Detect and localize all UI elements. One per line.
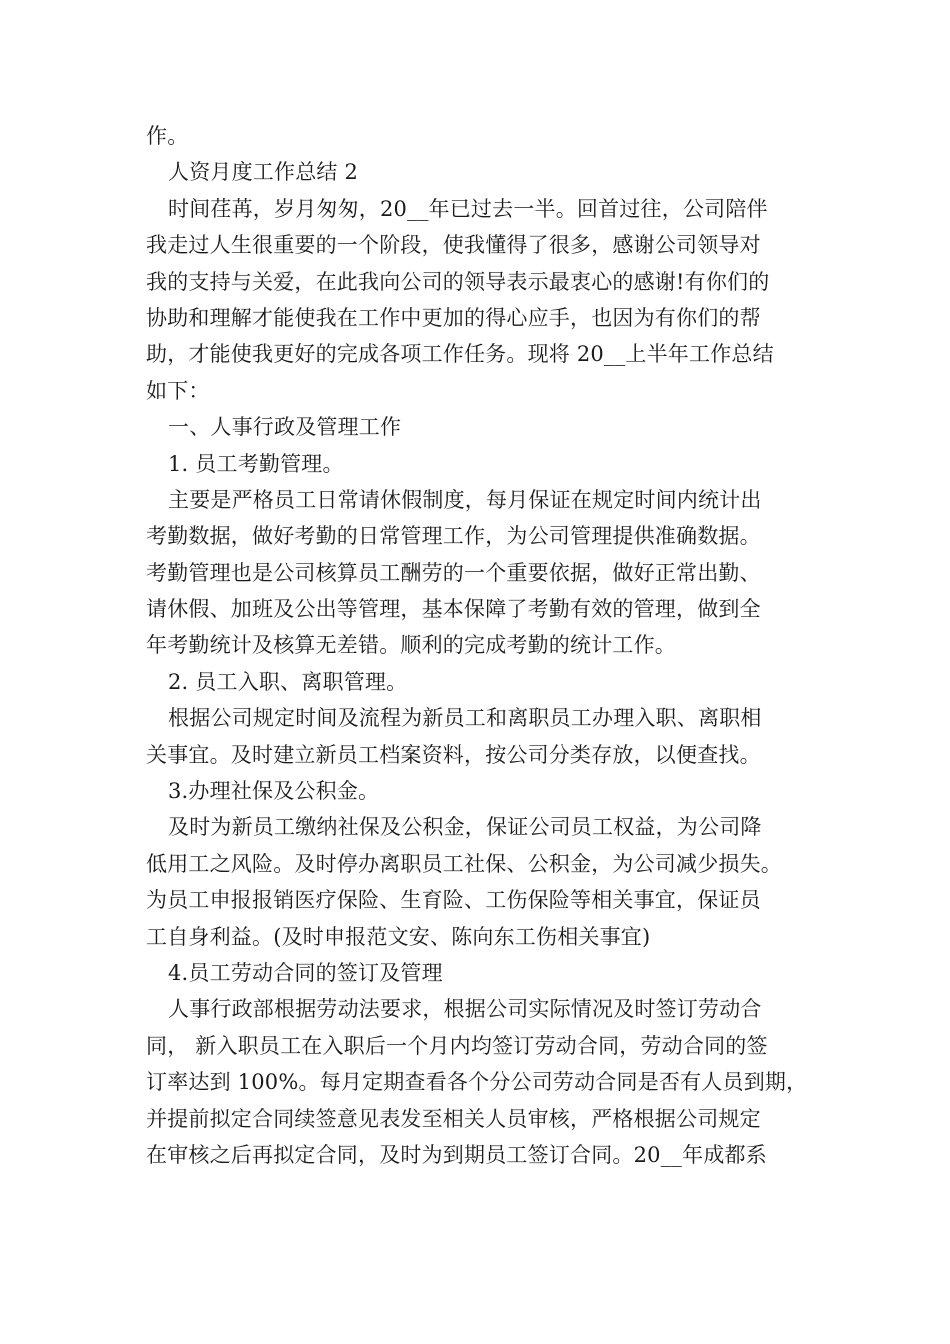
text-line: 我的支持与关爱，在此我向公司的领导表示最衷心的感谢!有你们的 (146, 269, 770, 294)
subsection-heading: 4.员工劳动合同的签订及管理 (168, 960, 443, 985)
text-line: 协助和理解才能使我在工作中更加的得心应手，也因为有你们的帮 (146, 305, 761, 330)
text-line: 我走过人生很重要的一个阶段，使我懂得了很多，感谢公司领导对 (146, 233, 761, 258)
text-line: 为员工申报报销医疗保险、生育险、工伤保险等相关事宜，保证员 (146, 888, 761, 913)
subsection-heading: 1. 员工考勤管理。 (168, 451, 344, 476)
section-heading: 人资月度工作总结 2 (168, 160, 359, 185)
text-line: 作。 (146, 124, 189, 148)
section-heading: 一、人事行政及管理工作 (168, 415, 402, 440)
text-line: 在审核之后再拟定合同，及时为到期员工签订合同。20__年成都系 (146, 1142, 767, 1167)
text-line: 考勤管理也是公司核算员工酬劳的一个重要依据，做好正常出勤、 (146, 560, 761, 585)
text-line: 根据公司规定时间及流程为新员工和离职员工办理入职、离职相 (168, 706, 762, 731)
text-line: 关事宜。及时建立新员工档案资料，按公司分类存放，以便查找。 (146, 742, 761, 767)
document-body (146, 118, 826, 1173)
text-line: 年考勤统计及核算无差错。顺利的完成考勤的统计工作。 (146, 633, 676, 658)
subsection-heading: 2. 员工入职、离职管理。 (168, 669, 408, 694)
text-line: 主要是严格员工日常请休假制度，每月保证在规定时间内统计出 (168, 487, 762, 512)
text-line: 及时为新员工缴纳社保及公积金，保证公司员工权益，为公司降 (168, 815, 762, 840)
text-line: 低用工之风险。及时停办离职员工社保、公积金，为公司减少损失。 (146, 851, 782, 876)
text-line: 同， 新入职员工在入职后一个月内均签订劳动合同，劳动合同的签 (146, 1033, 768, 1058)
text-line: 时间荏苒，岁月匆匆，20__年已过去一半。回首过往，公司陪伴 (168, 196, 768, 221)
text-line: 助，才能使我更好的完成各项工作任务。现将 20__上半年工作总结 (146, 342, 774, 367)
text-line: 如下： (146, 378, 210, 403)
text-line: 请休假、加班及公出等管理，基本保障了考勤有效的管理，做到全 (146, 597, 761, 622)
text-line: 订率达到 100%。每月定期查看各个分公司劳动合同是否有人员到期， (146, 1070, 808, 1095)
text-line: 考勤数据，做好考勤的日常管理工作，为公司管理提供准确数据。 (146, 524, 761, 549)
subsection-heading: 3.办理社保及公积金。 (168, 779, 380, 804)
text-line: 人事行政部根据劳动法要求，根据公司实际情况及时签订劳动合 (168, 997, 762, 1022)
text-line: 并提前拟定合同续签意见表发至相关人员审核，严格根据公司规定 (146, 1106, 761, 1131)
text-line: 工自身利益。(及时申报范文安、陈向东工伤相关事宜) (146, 924, 651, 949)
